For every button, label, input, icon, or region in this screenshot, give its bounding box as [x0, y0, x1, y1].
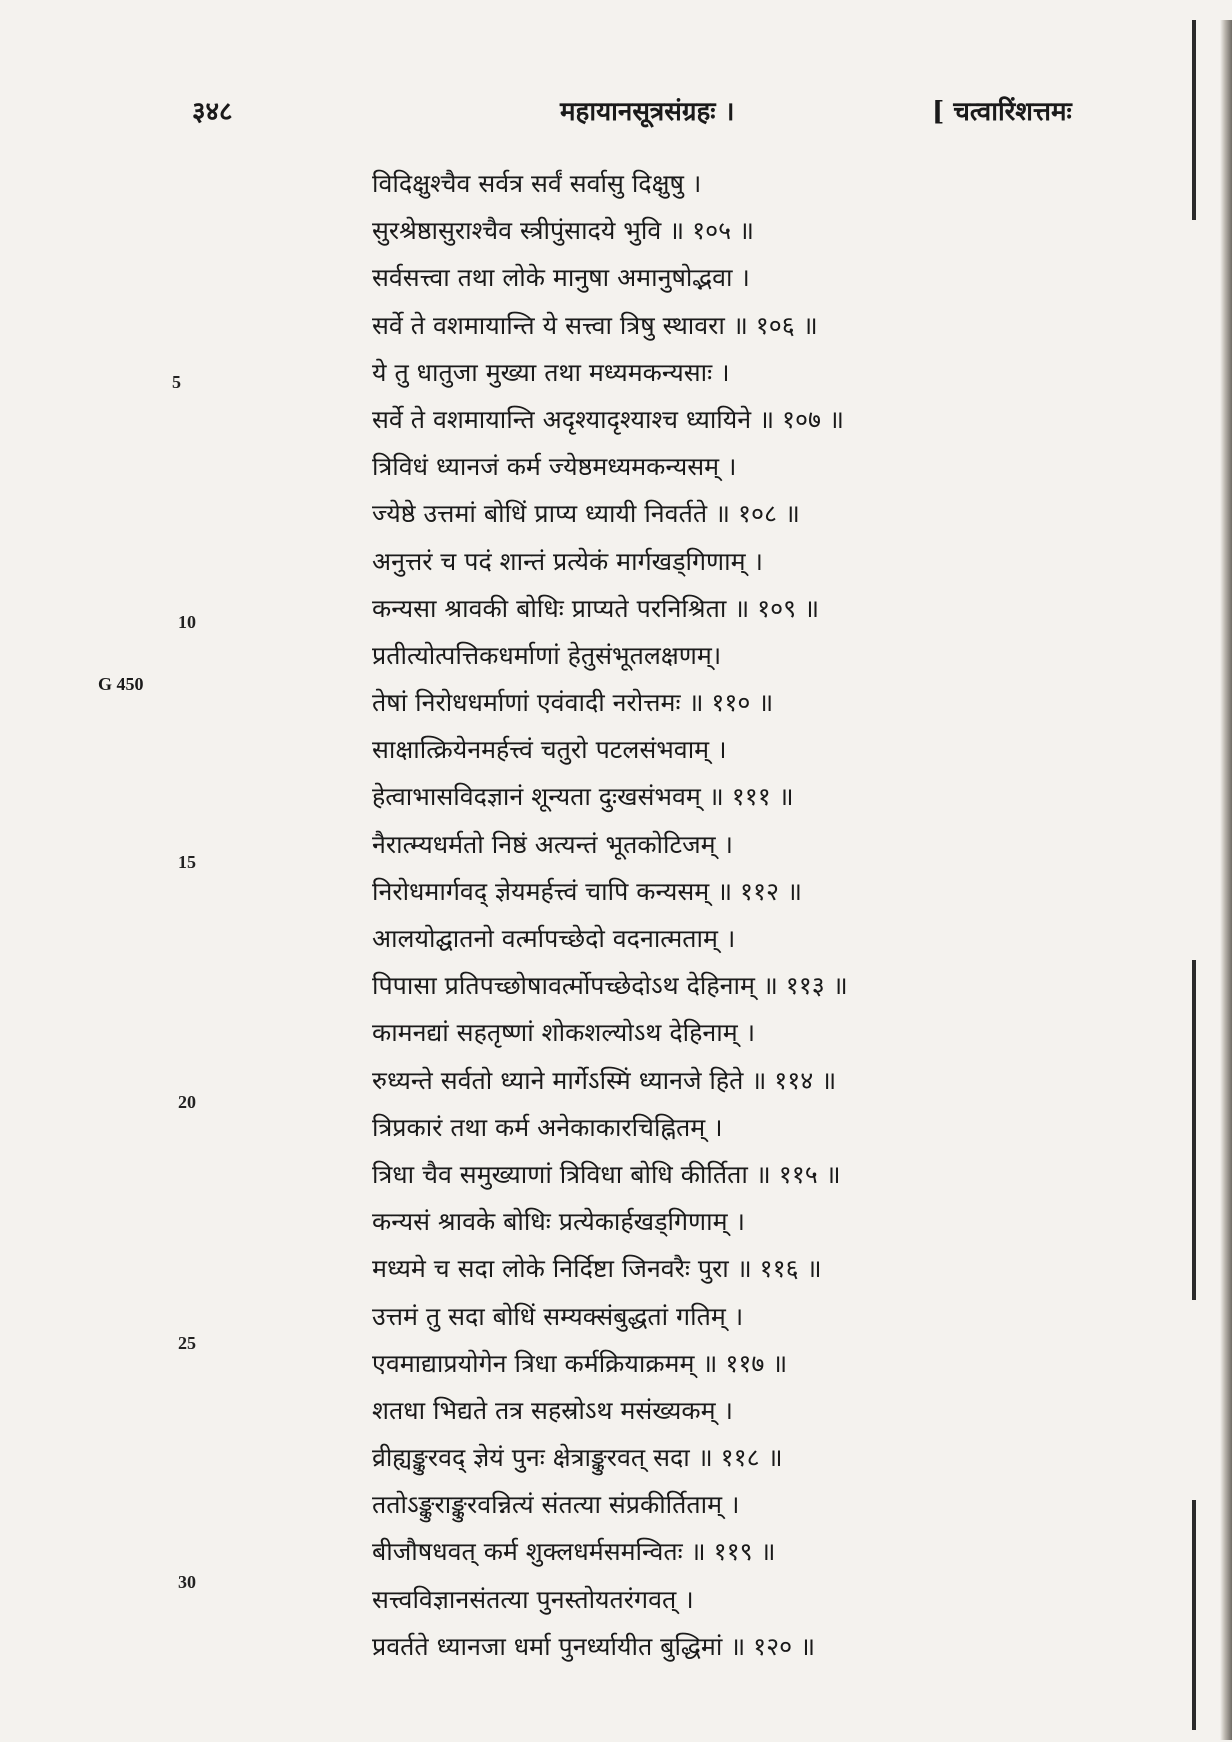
- verse-line: ततोऽङ्कुराङ्कुरवन्नित्यं संतत्या संप्रकीर्तिताम् ।: [372, 1490, 740, 1520]
- verse-line: सुरश्रेष्ठासुराश्चैव स्त्रीपुंसादये भुवि ॥ १०५ ॥: [372, 216, 755, 246]
- verse-line: हेत्वाभासविदज्ञानं शून्यता दुःखसंभवम् ॥ १११ ॥: [372, 782, 794, 812]
- verse-line: त्रिधा चैव समुख्याणां त्रिविधा बोधि कीर्तिता ॥ ११५ ॥: [372, 1159, 841, 1189]
- verse-line: आलयोद्घातनो वर्त्मापच्छेदो वदनात्मताम् ।: [372, 924, 736, 953]
- verse-line: व्रीह्यङ्कुरवद् ज्ञेयं पुनः क्षेत्राङ्कुरवत् सदा ॥ ११८ ॥: [372, 1443, 783, 1473]
- verse-line: उत्तमं तु सदा बोधिं सम्यक्संबुद्धतां गतिम् ।: [372, 1301, 744, 1331]
- page-edge-mark: [1192, 960, 1196, 1300]
- verse-line: त्रिविधं ध्यानजं कर्म ज्येष्ठमध्यमकन्यसम् ।: [372, 452, 737, 482]
- verse-line: कामनद्यां सहतृष्णां शोकशल्योऽथ देहिनाम् ।: [372, 1018, 756, 1048]
- page-header: [0, 92, 1232, 132]
- page-edge-mark: [1192, 20, 1196, 220]
- verse-block: [372, 160, 992, 1670]
- line-number-margin: 20: [178, 1092, 196, 1112]
- verse-line: ज्येष्ठे उत्तमां बोधिं प्राप्य ध्यायी निवर्तते ॥ १०८ ॥: [372, 499, 800, 529]
- verse-line: शतधा भिद्यते तत्र सहस्रोऽथ मसंख्यकम् ।: [372, 1395, 733, 1425]
- verse-line: प्रतीत्योत्पत्तिकधर्माणां हेतुसंभूतलक्षणम्।: [372, 640, 722, 670]
- verse-line: विदिक्षुश्चैव सर्वत्र सर्वं सर्वासु दिक्षुषु ।: [372, 169, 702, 198]
- verse-line: एवमाद्याप्रयोगेन त्रिधा कर्मक्रियाक्रमम् ॥ ११७ ॥: [372, 1348, 788, 1378]
- verse-line: सर्वे ते वशमायान्ति ये सत्त्वा त्रिषु स्थावरा ॥ १०६ ॥: [372, 310, 818, 340]
- verse-line: निरोधमार्गवद् ज्ञेयमर्हत्त्वं चापि कन्यसम् ॥ ११२ ॥: [372, 876, 802, 906]
- line-number-margin: 5: [172, 372, 181, 392]
- chapter-heading: [ चत्वारिंशत्तमः: [932, 97, 1072, 127]
- verse-line: अनुत्तरं च पदं शान्तं प्रत्येकं मार्गखड्गिणाम् ।: [372, 546, 763, 576]
- verse-line: रुध्यन्ते सर्वतो ध्याने मार्गेऽस्मिं ध्यानजे हिते ॥ ११४ ॥: [372, 1065, 837, 1095]
- line-number-margin: 10: [178, 612, 196, 632]
- verse-line: ये तु धातुजा मुख्या तथा मध्यमकन्यसाः ।: [372, 357, 730, 387]
- verse-line: प्रवर्तते ध्यानजा धर्मा पुनर्ध्यायीत बुद्धिमां ॥ १२० ॥: [372, 1631, 816, 1661]
- verse-line: कन्यसा श्रावकी बोधिः प्राप्यते परनिश्रिता ॥ १०९ ॥: [372, 593, 820, 623]
- verse-line: कन्यसं श्रावके बोधिः प्रत्येकार्हखड्गिणाम् ।: [372, 1207, 745, 1237]
- line-number-margin: 15: [178, 852, 196, 872]
- edition-reference: G 450: [98, 674, 144, 694]
- page-number: ३४८: [192, 97, 233, 127]
- verse-line: साक्षात्क्रियेनमर्हत्त्वं चतुरो पटलसंभवाम् ।: [372, 735, 727, 765]
- verse-line: तेषां निरोधधर्माणां एवंवादी नरोत्तमः ॥ ११० ॥: [372, 688, 774, 718]
- verse-line: मध्यमे च सदा लोके निर्दिष्टा जिनवरैः पुरा ॥ ११६ ॥: [372, 1254, 822, 1284]
- verse-line: बीजौषधवत् कर्म शुक्लधर्मसमन्वितः ॥ ११९ ॥: [372, 1537, 776, 1567]
- running-title: महायानसूत्रसंग्रहः ।: [560, 97, 735, 127]
- verse-line: नैरात्म्यधर्मतो निष्ठं अत्यन्तं भूतकोटिजम् ।: [372, 829, 733, 859]
- line-number-margin: 25: [178, 1333, 196, 1353]
- verse-line: सर्वे ते वशमायान्ति अदृश्यादृश्याश्च ध्यायिने ॥ १०७ ॥: [372, 404, 844, 434]
- line-number-margin: 30: [178, 1572, 196, 1592]
- verse-line: सर्वसत्त्वा तथा लोके मानुषा अमानुषोद्भवा ।: [372, 263, 750, 293]
- verse-line: सत्त्वविज्ञानसंतत्या पुनस्तोयतरंगवत् ।: [372, 1584, 694, 1614]
- verse-line: त्रिप्रकारं तथा कर्म अनेकाकारचिह्नितम् ।: [372, 1112, 723, 1142]
- verse-line: पिपासा प्रतिपच्छोषावर्त्मोपच्छेदोऽथ देहिनाम् ॥ ११३ ॥: [372, 971, 848, 1001]
- page-edge-mark: [1192, 1500, 1196, 1730]
- page-edge-shadow: [1220, 20, 1232, 1740]
